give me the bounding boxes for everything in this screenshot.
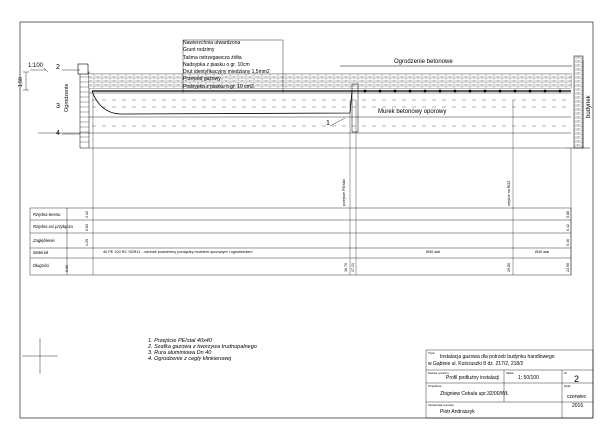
designer-name: Zbigniew Cebula upr.32/00/WŁ xyxy=(440,391,509,397)
brick-fence xyxy=(80,72,89,148)
note-2: 2. Szafka gazowa z tworzywa trudnopalnego xyxy=(148,344,257,350)
val-right-3: 0.46 xyxy=(566,239,570,246)
note-1: 1. Przejście PE/stal 40x40 xyxy=(148,338,212,344)
ground-lines xyxy=(38,93,571,148)
gas-cabinet xyxy=(78,64,88,74)
marker-2: 2 xyxy=(56,64,60,71)
vertical-label-2: wejście na ROZ xyxy=(507,180,511,206)
layer-1: Nawierzchnia utwardzona xyxy=(183,40,241,46)
row-axis: Rzędna osi przyłącza xyxy=(33,224,73,229)
marker-3: 3 xyxy=(56,103,60,110)
layer-legend xyxy=(183,40,283,91)
section-lines xyxy=(93,93,571,275)
notes-list xyxy=(148,338,257,362)
note-3: 3. Rura aluminiowa Dn 40 xyxy=(148,350,212,356)
marker-1: 1 xyxy=(326,120,330,127)
val-right-2: 0.42 xyxy=(566,224,570,231)
layer-2: Grunt rodzimy xyxy=(183,47,215,54)
project-title: Instalacja gazowa dla potrzeb budynku handlowego xyxy=(440,354,555,360)
drafter-name: Piotr Andraszyk xyxy=(440,409,475,415)
marker-4: 4 xyxy=(56,130,60,137)
material-text: 40 PE 100 RC SDR11 - odcinek podziemny pomiędzy murkiem oporowym i ogrodzeniem xyxy=(103,250,253,254)
note-4: 4. Ogrodzenie z cegły klinkierowej xyxy=(148,356,232,362)
pavement-layer xyxy=(89,74,571,88)
date-small: Data xyxy=(564,384,571,388)
len-left: 0.00 xyxy=(65,265,69,272)
sheet-small: Nr xyxy=(564,371,568,375)
len-d: 22.90 xyxy=(566,263,570,272)
row-terrain: Rzędna terenu xyxy=(33,212,61,217)
layer-7: Podsypka z piasku o gr. 10 cm2 xyxy=(183,83,254,90)
building-label: budynek xyxy=(586,95,592,118)
val-left-1: 2.12 xyxy=(85,211,89,218)
val-left-3: 1.29 xyxy=(85,239,89,246)
title-small: Tytuł xyxy=(428,351,435,355)
len-b: 17.21 xyxy=(351,263,355,272)
row-depth: Zagłębienie xyxy=(33,238,55,243)
ground-fence-label: Ogrodzenie xyxy=(64,83,70,112)
layer-4: Nadsypka z piasku o gr. 10cm xyxy=(183,61,250,68)
row-material: Materiał xyxy=(33,250,48,255)
project-address: w Gąbinie ul. Kościuszki 8 dz. 217/2, 218/2 xyxy=(428,361,524,367)
drawing-small: Nazwa rysunku xyxy=(428,371,449,375)
layer-6: Przewód gazowy xyxy=(183,76,221,83)
layer-5: Drut identyfikacyjny miedziany 1,5mm2 xyxy=(183,69,270,76)
fence-label: Ogrodzenie betonowe xyxy=(394,59,453,65)
material-right-1: Ø40 stal xyxy=(426,250,441,254)
profile-table-grid xyxy=(30,208,571,275)
material-right-2: Ø40 stal xyxy=(535,250,550,254)
crosshair xyxy=(22,338,58,374)
wall-label: Murek betonowy oporowy xyxy=(378,109,447,115)
scale-small: Skala xyxy=(506,371,514,375)
len-c: 29.80 xyxy=(507,263,511,272)
val-right-1: 0.88 xyxy=(566,211,570,218)
vertical-label-1: przejście PE/stal xyxy=(342,179,346,206)
drawing-name: Profil podłużny instalacji xyxy=(446,375,500,381)
val-left-2: 0.83 xyxy=(85,224,89,231)
date-month: czerwiec xyxy=(567,394,587,400)
left-dimension xyxy=(23,68,48,90)
len-a: 16.70 xyxy=(344,263,348,272)
layer-3: Taśma ostrzegawcza żółta xyxy=(183,54,242,61)
designer-small: Projektant xyxy=(428,384,442,388)
left-height-label: 1,50 xyxy=(18,77,24,87)
date-year: 2016 xyxy=(572,403,584,409)
row-length: Długości xyxy=(33,263,50,268)
scale-label: 1:100 xyxy=(28,63,44,69)
sheet-number: 2 xyxy=(574,374,580,384)
drawing-scale: 1: 50/100 xyxy=(518,375,539,381)
gas-pipe xyxy=(92,91,571,114)
drafter-small: Opracował rysunek xyxy=(428,403,454,407)
